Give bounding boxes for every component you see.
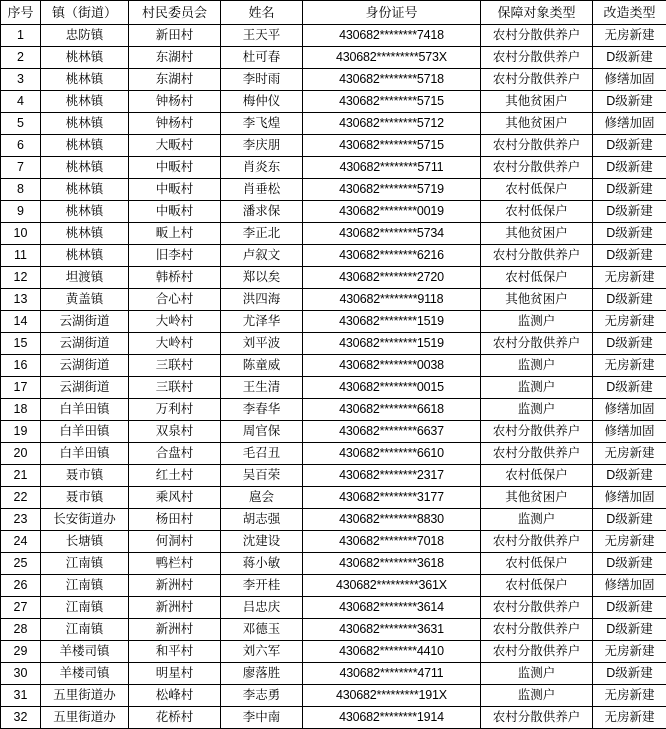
cell-renovation-type: D级新建 <box>593 509 666 531</box>
cell-beneficiary-type: 监测户 <box>481 311 593 333</box>
table-row <box>1 47 666 69</box>
cell-id-number: 430682********8830 <box>303 509 481 531</box>
cell-name: 尤泽华 <box>221 311 303 333</box>
cell-village-committee: 东湖村 <box>129 69 221 91</box>
cell-name: 李志勇 <box>221 685 303 707</box>
cell-town: 白羊田镇 <box>41 421 129 443</box>
table-row <box>1 113 666 135</box>
cell-town: 长塘镇 <box>41 531 129 553</box>
cell-village-committee: 大畈村 <box>129 135 221 157</box>
cell-index: 20 <box>1 443 41 465</box>
cell-renovation-type: 无房新建 <box>593 355 666 377</box>
cell-index: 15 <box>1 333 41 355</box>
cell-renovation-type: D级新建 <box>593 553 666 575</box>
table-row <box>1 399 666 421</box>
cell-beneficiary-type: 农村分散供养户 <box>481 69 593 91</box>
cell-beneficiary-type: 监测户 <box>481 509 593 531</box>
cell-village-committee: 新洲村 <box>129 619 221 641</box>
cell-renovation-type: D级新建 <box>593 223 666 245</box>
cell-id-number: 430682********3631 <box>303 619 481 641</box>
cell-index: 28 <box>1 619 41 641</box>
cell-id-number: 430682********5718 <box>303 69 481 91</box>
cell-town: 桃林镇 <box>41 201 129 223</box>
column-header-id-number: 身份证号 <box>303 1 481 25</box>
cell-id-number: 430682********6618 <box>303 399 481 421</box>
cell-village-committee: 杨田村 <box>129 509 221 531</box>
cell-town: 江南镇 <box>41 553 129 575</box>
cell-renovation-type: D级新建 <box>593 619 666 641</box>
cell-index: 3 <box>1 69 41 91</box>
cell-village-committee: 新洲村 <box>129 575 221 597</box>
cell-village-committee: 红土村 <box>129 465 221 487</box>
table-row <box>1 91 666 113</box>
cell-renovation-type: D级新建 <box>593 135 666 157</box>
cell-index: 26 <box>1 575 41 597</box>
cell-id-number: 430682********0019 <box>303 201 481 223</box>
cell-beneficiary-type: 农村分散供养户 <box>481 707 593 729</box>
cell-id-number: 430682********6637 <box>303 421 481 443</box>
cell-id-number: 430682********5711 <box>303 157 481 179</box>
cell-town: 聂市镇 <box>41 465 129 487</box>
cell-index: 25 <box>1 553 41 575</box>
cell-village-committee: 钟杨村 <box>129 91 221 113</box>
table-row <box>1 267 666 289</box>
cell-name: 李开桂 <box>221 575 303 597</box>
cell-town: 桃林镇 <box>41 47 129 69</box>
cell-town: 聂市镇 <box>41 487 129 509</box>
table-row <box>1 311 666 333</box>
cell-town: 长安街道办 <box>41 509 129 531</box>
cell-town: 白羊田镇 <box>41 443 129 465</box>
cell-town: 羊楼司镇 <box>41 663 129 685</box>
cell-village-committee: 合心村 <box>129 289 221 311</box>
cell-id-number: 430682********1519 <box>303 311 481 333</box>
cell-id-number: 430682********5712 <box>303 113 481 135</box>
column-header-index: 序号 <box>1 1 41 25</box>
cell-renovation-type: D级新建 <box>593 663 666 685</box>
cell-beneficiary-type: 农村分散供养户 <box>481 333 593 355</box>
cell-name: 王生清 <box>221 377 303 399</box>
cell-id-number: 430682********0038 <box>303 355 481 377</box>
cell-name: 邓德玉 <box>221 619 303 641</box>
cell-id-number: 430682********5715 <box>303 135 481 157</box>
cell-beneficiary-type: 农村分散供养户 <box>481 597 593 619</box>
cell-village-committee: 中畈村 <box>129 179 221 201</box>
cell-town: 坦渡镇 <box>41 267 129 289</box>
cell-index: 12 <box>1 267 41 289</box>
cell-id-number: 430682*********573X <box>303 47 481 69</box>
cell-name: 刘六军 <box>221 641 303 663</box>
cell-index: 7 <box>1 157 41 179</box>
cell-village-committee: 三联村 <box>129 377 221 399</box>
cell-id-number: 430682********3614 <box>303 597 481 619</box>
table-row <box>1 377 666 399</box>
table-header-row <box>1 1 666 25</box>
cell-name: 肖炎东 <box>221 157 303 179</box>
cell-name: 李正北 <box>221 223 303 245</box>
cell-index: 30 <box>1 663 41 685</box>
cell-index: 32 <box>1 707 41 729</box>
cell-index: 1 <box>1 25 41 47</box>
cell-name: 洪四海 <box>221 289 303 311</box>
cell-id-number: 430682********6610 <box>303 443 481 465</box>
cell-beneficiary-type: 农村低保户 <box>481 465 593 487</box>
cell-town: 江南镇 <box>41 575 129 597</box>
table-row <box>1 465 666 487</box>
cell-index: 9 <box>1 201 41 223</box>
cell-name: 吴百荣 <box>221 465 303 487</box>
table-row <box>1 135 666 157</box>
cell-town: 云湖街道 <box>41 311 129 333</box>
table-row <box>1 223 666 245</box>
table-row <box>1 201 666 223</box>
cell-village-committee: 三联村 <box>129 355 221 377</box>
cell-town: 云湖街道 <box>41 377 129 399</box>
cell-id-number: 430682********0015 <box>303 377 481 399</box>
cell-index: 16 <box>1 355 41 377</box>
cell-town: 桃林镇 <box>41 157 129 179</box>
cell-id-number: 430682********3618 <box>303 553 481 575</box>
cell-renovation-type: 无房新建 <box>593 531 666 553</box>
cell-renovation-type: D级新建 <box>593 91 666 113</box>
cell-renovation-type: 无房新建 <box>593 443 666 465</box>
cell-village-committee: 大岭村 <box>129 333 221 355</box>
cell-name: 李时雨 <box>221 69 303 91</box>
cell-index: 27 <box>1 597 41 619</box>
table-row <box>1 333 666 355</box>
table-row <box>1 179 666 201</box>
cell-name: 郑以矣 <box>221 267 303 289</box>
cell-id-number: 430682********2317 <box>303 465 481 487</box>
cell-id-number: 430682********5715 <box>303 91 481 113</box>
cell-beneficiary-type: 监测户 <box>481 377 593 399</box>
cell-name: 蒋小敏 <box>221 553 303 575</box>
cell-town: 桃林镇 <box>41 91 129 113</box>
cell-name: 李春华 <box>221 399 303 421</box>
cell-beneficiary-type: 农村低保户 <box>481 267 593 289</box>
table-row <box>1 355 666 377</box>
cell-renovation-type: 修缮加固 <box>593 575 666 597</box>
cell-beneficiary-type: 农村分散供养户 <box>481 157 593 179</box>
cell-id-number: 430682********6216 <box>303 245 481 267</box>
cell-beneficiary-type: 农村分散供养户 <box>481 135 593 157</box>
cell-village-committee: 旧李村 <box>129 245 221 267</box>
cell-id-number: 430682********2720 <box>303 267 481 289</box>
cell-renovation-type: 修缮加固 <box>593 113 666 135</box>
cell-name: 陈童威 <box>221 355 303 377</box>
cell-village-committee: 畈上村 <box>129 223 221 245</box>
cell-renovation-type: D级新建 <box>593 377 666 399</box>
cell-village-committee: 钟杨村 <box>129 113 221 135</box>
table-row <box>1 443 666 465</box>
cell-village-committee: 合盘村 <box>129 443 221 465</box>
cell-renovation-type: D级新建 <box>593 333 666 355</box>
cell-index: 24 <box>1 531 41 553</box>
cell-town: 白羊田镇 <box>41 399 129 421</box>
cell-renovation-type: D级新建 <box>593 47 666 69</box>
cell-village-committee: 中畈村 <box>129 157 221 179</box>
cell-beneficiary-type: 其他贫困户 <box>481 487 593 509</box>
cell-index: 5 <box>1 113 41 135</box>
cell-beneficiary-type: 监测户 <box>481 663 593 685</box>
cell-beneficiary-type: 农村低保户 <box>481 575 593 597</box>
cell-renovation-type: D级新建 <box>593 245 666 267</box>
cell-index: 31 <box>1 685 41 707</box>
cell-village-committee: 东湖村 <box>129 47 221 69</box>
cell-beneficiary-type: 监测户 <box>481 685 593 707</box>
table-row <box>1 575 666 597</box>
cell-town: 桃林镇 <box>41 223 129 245</box>
cell-village-committee: 乘风村 <box>129 487 221 509</box>
cell-renovation-type: 修缮加固 <box>593 487 666 509</box>
cell-index: 2 <box>1 47 41 69</box>
cell-name: 杜可春 <box>221 47 303 69</box>
cell-index: 17 <box>1 377 41 399</box>
cell-village-committee: 中畈村 <box>129 201 221 223</box>
cell-id-number: 430682********7018 <box>303 531 481 553</box>
cell-id-number: 430682*********361X <box>303 575 481 597</box>
cell-id-number: 430682********5734 <box>303 223 481 245</box>
cell-name: 沈建设 <box>221 531 303 553</box>
table-row <box>1 619 666 641</box>
cell-town: 五里街道办 <box>41 707 129 729</box>
cell-beneficiary-type: 农村分散供养户 <box>481 641 593 663</box>
cell-beneficiary-type: 其他贫困户 <box>481 113 593 135</box>
cell-renovation-type: 修缮加固 <box>593 421 666 443</box>
cell-index: 22 <box>1 487 41 509</box>
cell-renovation-type: 修缮加固 <box>593 69 666 91</box>
cell-id-number: 430682********4410 <box>303 641 481 663</box>
cell-name: 胡志强 <box>221 509 303 531</box>
cell-index: 18 <box>1 399 41 421</box>
cell-village-committee: 新田村 <box>129 25 221 47</box>
cell-id-number: 430682********9118 <box>303 289 481 311</box>
cell-id-number: 430682********3177 <box>303 487 481 509</box>
table-row <box>1 641 666 663</box>
cell-beneficiary-type: 监测户 <box>481 355 593 377</box>
table-row <box>1 707 666 729</box>
cell-village-committee: 鸭栏村 <box>129 553 221 575</box>
cell-renovation-type: 无房新建 <box>593 267 666 289</box>
cell-id-number: 430682********1914 <box>303 707 481 729</box>
cell-index: 4 <box>1 91 41 113</box>
cell-index: 19 <box>1 421 41 443</box>
cell-town: 桃林镇 <box>41 179 129 201</box>
table-row <box>1 289 666 311</box>
cell-town: 江南镇 <box>41 597 129 619</box>
cell-index: 10 <box>1 223 41 245</box>
cell-village-committee: 新洲村 <box>129 597 221 619</box>
cell-id-number: 430682*********191X <box>303 685 481 707</box>
cell-renovation-type: 无房新建 <box>593 25 666 47</box>
cell-beneficiary-type: 农村分散供养户 <box>481 443 593 465</box>
cell-town: 云湖街道 <box>41 333 129 355</box>
cell-renovation-type: D级新建 <box>593 465 666 487</box>
cell-name: 李中南 <box>221 707 303 729</box>
column-header-town: 镇（街道） <box>41 1 129 25</box>
cell-village-committee: 大岭村 <box>129 311 221 333</box>
table-row <box>1 69 666 91</box>
cell-name: 肖垂松 <box>221 179 303 201</box>
column-header-name: 姓名 <box>221 1 303 25</box>
table-row <box>1 597 666 619</box>
cell-beneficiary-type: 农村分散供养户 <box>481 245 593 267</box>
cell-beneficiary-type: 其他贫困户 <box>481 223 593 245</box>
cell-village-committee: 明星村 <box>129 663 221 685</box>
cell-name: 卢叙文 <box>221 245 303 267</box>
cell-id-number: 430682********4711 <box>303 663 481 685</box>
cell-id-number: 430682********7418 <box>303 25 481 47</box>
cell-name: 刘平波 <box>221 333 303 355</box>
cell-beneficiary-type: 农村分散供养户 <box>481 619 593 641</box>
cell-village-committee: 韩桥村 <box>129 267 221 289</box>
cell-renovation-type: D级新建 <box>593 157 666 179</box>
cell-renovation-type: 无房新建 <box>593 311 666 333</box>
cell-name: 李庆朋 <box>221 135 303 157</box>
cell-village-committee: 花桥村 <box>129 707 221 729</box>
cell-town: 桃林镇 <box>41 135 129 157</box>
cell-beneficiary-type: 农村低保户 <box>481 553 593 575</box>
cell-renovation-type: 无房新建 <box>593 685 666 707</box>
cell-village-committee: 和平村 <box>129 641 221 663</box>
cell-town: 云湖街道 <box>41 355 129 377</box>
cell-index: 8 <box>1 179 41 201</box>
cell-renovation-type: 无房新建 <box>593 641 666 663</box>
cell-renovation-type: D级新建 <box>593 289 666 311</box>
cell-name: 潘求保 <box>221 201 303 223</box>
cell-renovation-type: D级新建 <box>593 597 666 619</box>
table-row <box>1 531 666 553</box>
cell-town: 五里街道办 <box>41 685 129 707</box>
cell-index: 11 <box>1 245 41 267</box>
cell-beneficiary-type: 其他贫困户 <box>481 91 593 113</box>
table-row <box>1 487 666 509</box>
cell-village-committee: 双泉村 <box>129 421 221 443</box>
cell-beneficiary-type: 农村分散供养户 <box>481 421 593 443</box>
cell-beneficiary-type: 农村分散供养户 <box>481 47 593 69</box>
cell-index: 14 <box>1 311 41 333</box>
cell-village-committee: 万利村 <box>129 399 221 421</box>
table-row <box>1 509 666 531</box>
cell-id-number: 430682********5719 <box>303 179 481 201</box>
table-row <box>1 421 666 443</box>
cell-renovation-type: 无房新建 <box>593 707 666 729</box>
cell-beneficiary-type: 农村低保户 <box>481 179 593 201</box>
cell-town: 桃林镇 <box>41 113 129 135</box>
table-row <box>1 157 666 179</box>
cell-town: 忠防镇 <box>41 25 129 47</box>
cell-name: 周官保 <box>221 421 303 443</box>
cell-town: 桃林镇 <box>41 245 129 267</box>
cell-name: 毛召丑 <box>221 443 303 465</box>
cell-village-committee: 松峰村 <box>129 685 221 707</box>
cell-id-number: 430682********1519 <box>303 333 481 355</box>
column-header-renovation-type: 改造类型 <box>593 1 666 25</box>
table-row <box>1 25 666 47</box>
cell-beneficiary-type: 其他贫困户 <box>481 289 593 311</box>
column-header-village-committee: 村民委员会 <box>129 1 221 25</box>
table-body <box>1 25 666 729</box>
cell-name: 李飞煌 <box>221 113 303 135</box>
cell-index: 6 <box>1 135 41 157</box>
cell-beneficiary-type: 农村低保户 <box>481 201 593 223</box>
cell-name: 王天平 <box>221 25 303 47</box>
cell-renovation-type: 修缮加固 <box>593 399 666 421</box>
cell-town: 黄盖镇 <box>41 289 129 311</box>
table-row <box>1 245 666 267</box>
cell-beneficiary-type: 监测户 <box>481 399 593 421</box>
cell-name: 吕忠庆 <box>221 597 303 619</box>
cell-name: 扈会 <box>221 487 303 509</box>
cell-renovation-type: D级新建 <box>593 201 666 223</box>
cell-name: 梅仲仪 <box>221 91 303 113</box>
table-row <box>1 553 666 575</box>
cell-town: 江南镇 <box>41 619 129 641</box>
column-header-beneficiary-type: 保障对象类型 <box>481 1 593 25</box>
cell-renovation-type: D级新建 <box>593 179 666 201</box>
cell-town: 羊楼司镇 <box>41 641 129 663</box>
cell-name: 廖落胜 <box>221 663 303 685</box>
cell-index: 23 <box>1 509 41 531</box>
cell-index: 13 <box>1 289 41 311</box>
cell-town: 桃林镇 <box>41 69 129 91</box>
table-row <box>1 663 666 685</box>
cell-village-committee: 何洞村 <box>129 531 221 553</box>
cell-beneficiary-type: 农村分散供养户 <box>481 531 593 553</box>
cell-beneficiary-type: 农村分散供养户 <box>481 25 593 47</box>
cell-index: 21 <box>1 465 41 487</box>
cell-index: 29 <box>1 641 41 663</box>
